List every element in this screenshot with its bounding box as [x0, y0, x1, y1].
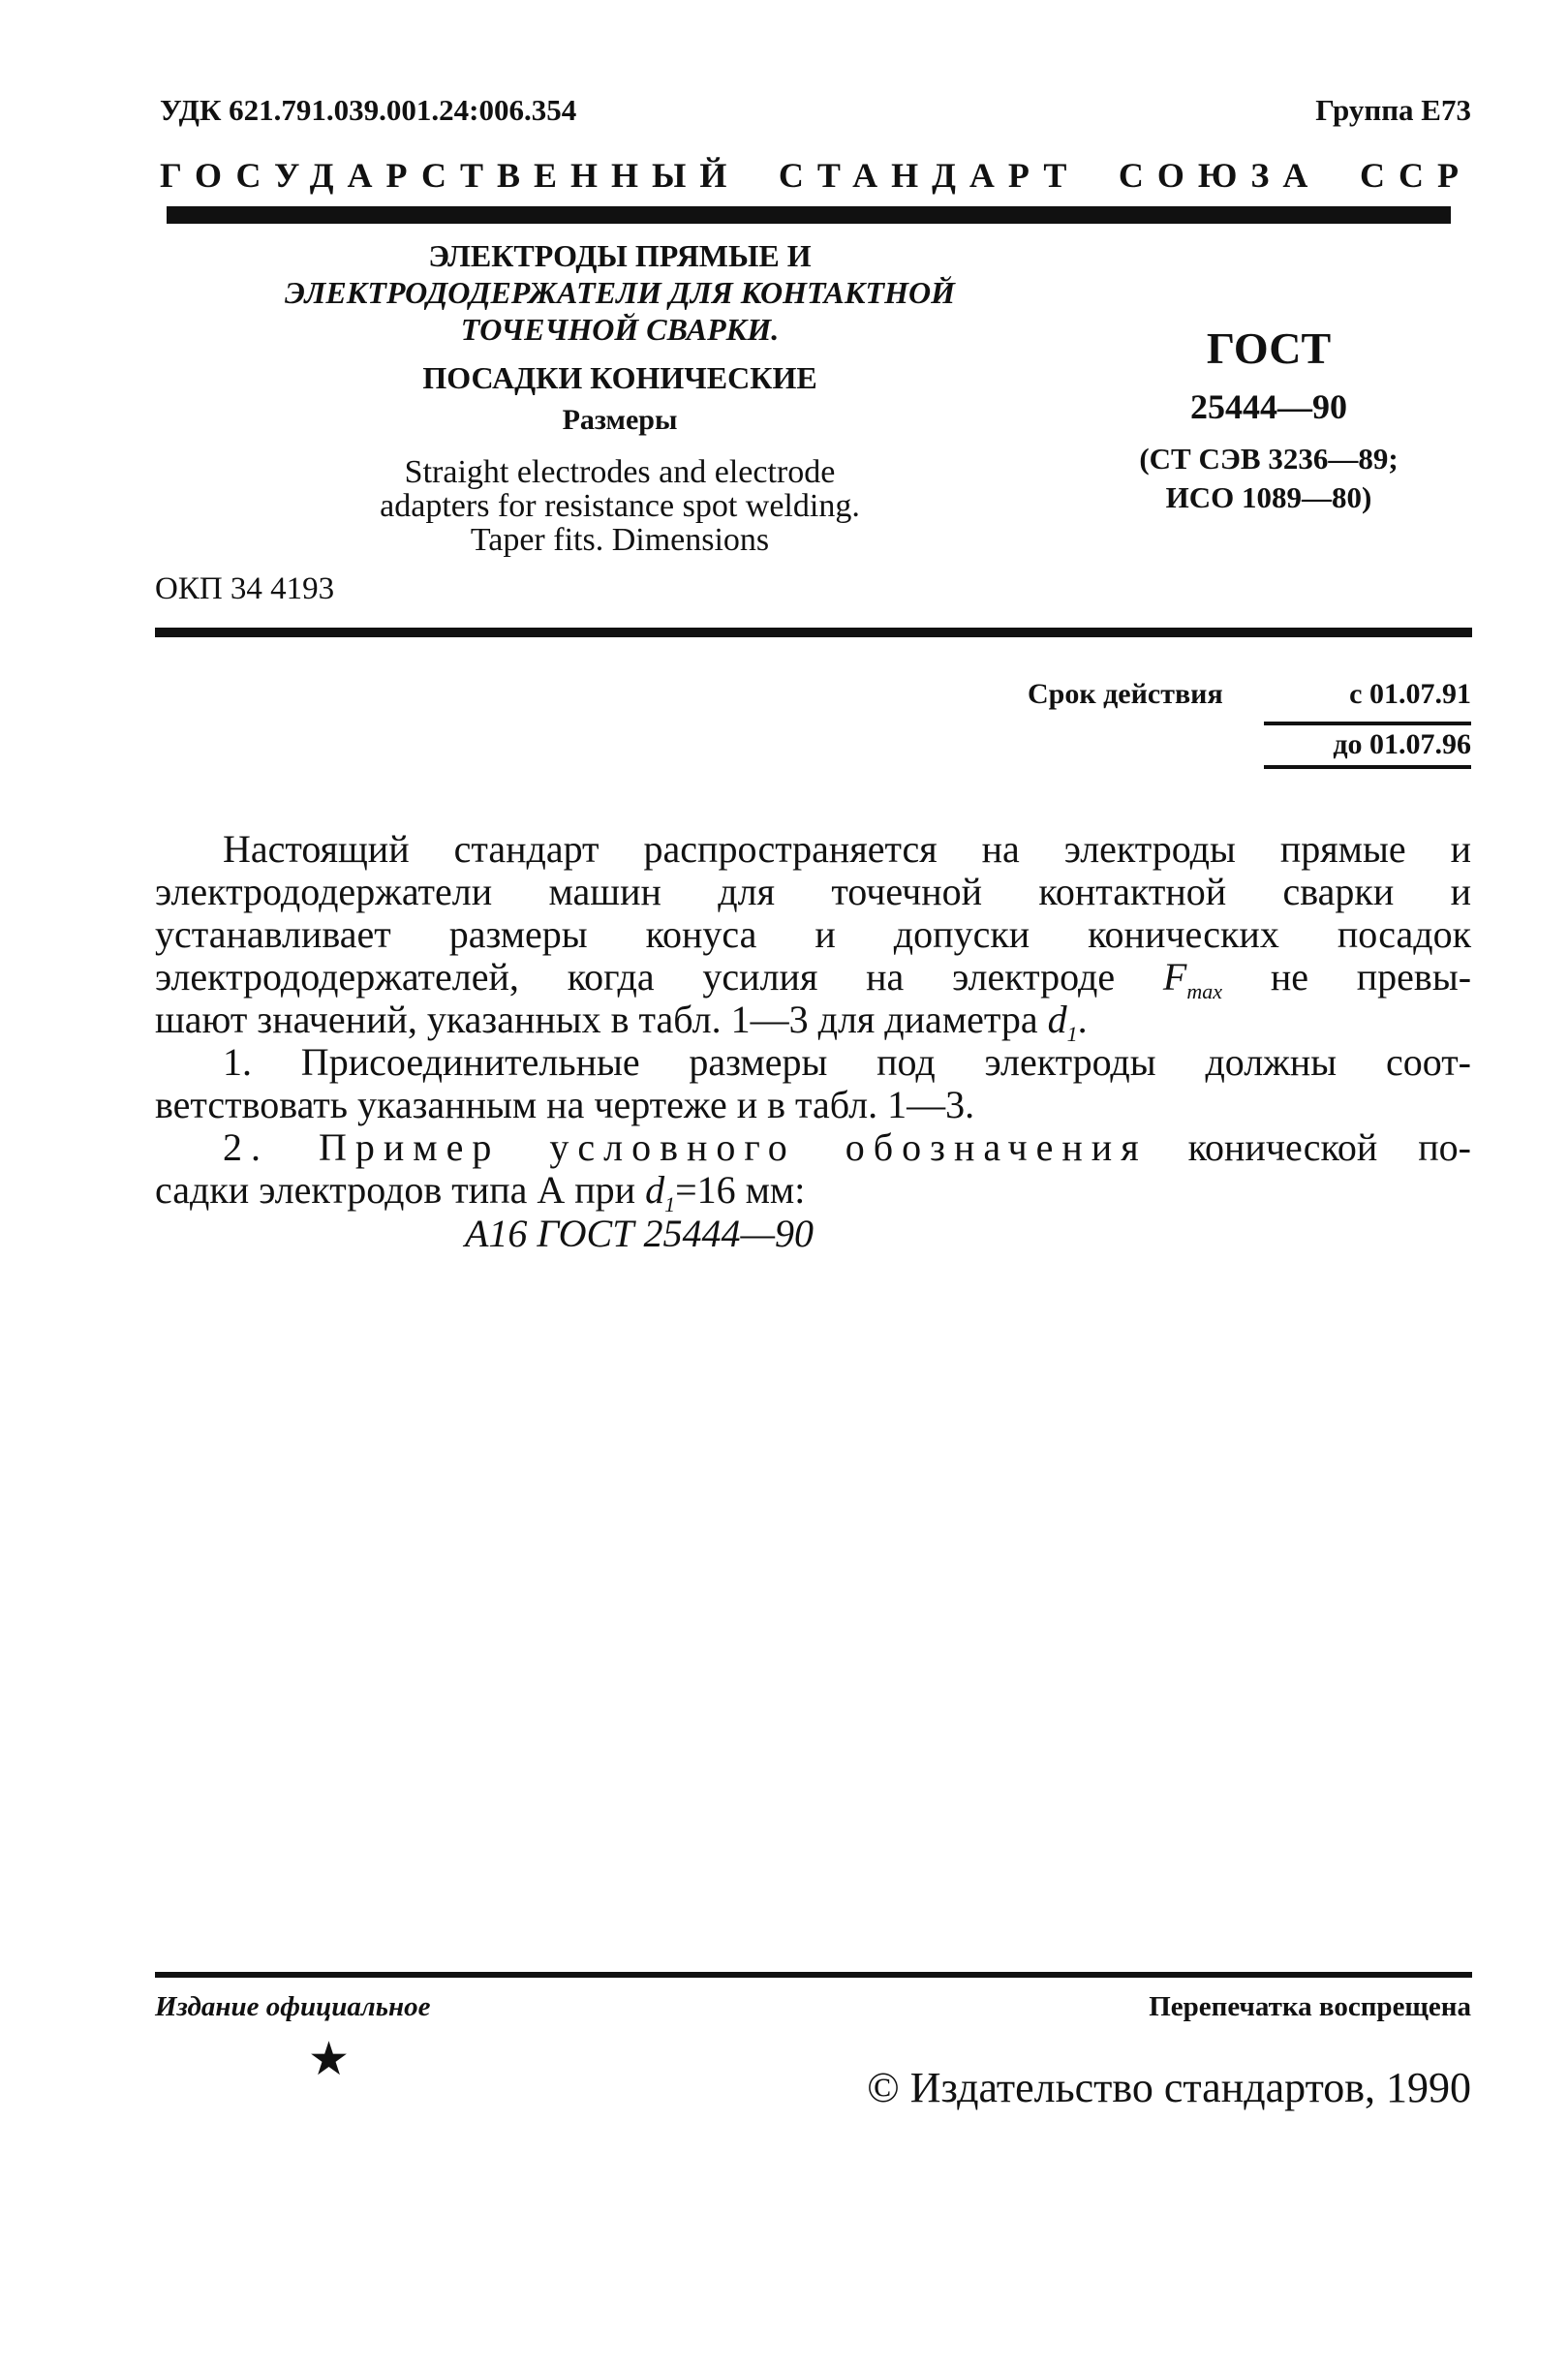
- d1-symbol: $d_1$: [645, 1168, 676, 1216]
- title-en-line: Taper fits. Dimensions: [470, 522, 770, 558]
- validity-to: до 01.07.96: [1333, 728, 1471, 760]
- title-line: ЭЛЕКТРОДЫ ПРЯМЫЕ И: [428, 238, 812, 273]
- validity-from: с 01.07.91: [1349, 678, 1471, 710]
- text: шают значений, указанных в табл. 1—3 для диаметра: [155, 998, 1038, 1041]
- copyright-notice: © Издательство стандартов, 1990: [867, 2064, 1471, 2111]
- designation-example: А16 ГОСТ 25444—90: [464, 1212, 815, 1255]
- title-line: ЭЛЕКТРОДОДЕРЖАТЕЛИ ДЛЯ КОНТАКТНОЙ: [285, 275, 955, 310]
- title-en-line: Straight electrodes and electrode: [404, 454, 836, 490]
- title-en: [194, 455, 1046, 557]
- validity-label: Срок действия: [1028, 678, 1223, 710]
- paragraph-line: устанавливает размеры конуса и допуски конических посадок: [155, 912, 1471, 956]
- d1-symbol: $d_1$: [1047, 998, 1078, 1046]
- gost-ref-sev: (СТ СЭВ 3236—89;: [1139, 442, 1399, 476]
- title-divider: [155, 628, 1472, 637]
- text: не превы-: [1270, 955, 1472, 999]
- footer-divider: [155, 1972, 1472, 1978]
- state-standard-heading: ГОСУДАРСТВЕННЫЙ СТАНДАРТ СОЮЗА ССР: [160, 156, 1472, 195]
- item-1-line: ветствовать указанным на чертеже и в табл. 1—3.: [155, 1083, 975, 1126]
- gost-number: 25444—90: [1190, 387, 1347, 426]
- spaced-text: 2. Пример условного обозначения: [223, 1125, 1148, 1169]
- header-divider: [167, 206, 1451, 224]
- subtitle: Размеры: [562, 404, 678, 436]
- text: садки электродов типа А при: [155, 1168, 636, 1212]
- gost-block: [1104, 320, 1433, 517]
- gost-ref-iso: ИСО 1089—80): [1165, 480, 1372, 514]
- title-ru: [194, 237, 1046, 439]
- gost-label: ГОСТ: [1206, 323, 1332, 373]
- text: =16 мм:: [675, 1168, 806, 1212]
- validity-divider: [1264, 765, 1471, 769]
- edition-label: Издание официальное: [155, 1991, 431, 2022]
- group-code: Группа Е73: [1315, 93, 1471, 127]
- reprint-notice: Перепечатка воспрещена: [1149, 1991, 1471, 2022]
- title-line: ТОЧЕЧНОЙ СВАРКИ.: [460, 312, 780, 347]
- text: конической по-: [1187, 1125, 1472, 1169]
- item-1-line: 1. Присоединительные размеры под электроды должны соот-: [223, 1040, 1471, 1084]
- title-en-line: adapters for resistance spot welding.: [380, 488, 860, 524]
- paragraph-line: Настоящий стандарт распространяется на электроды прямые и: [223, 827, 1471, 871]
- fmax-symbol: $F_{max}$: [1162, 955, 1222, 1003]
- title-line: ПОСАДКИ КОНИЧЕСКИЕ: [422, 360, 817, 395]
- paragraph-line: шают значений, указанных в табл. 1—3 для диаметра $d_1$.: [155, 998, 1088, 1046]
- paragraph-line: электрододержатели машин для точечной контактной сварки и: [155, 870, 1471, 913]
- udk-code: УДК 621.791.039.001.24:006.354: [160, 93, 577, 127]
- item-2-line: [155, 1126, 1471, 1169]
- validity-divider: [1264, 722, 1471, 725]
- text: электрододержателей, когда усилия на электроде: [155, 955, 1116, 999]
- star-icon: ★: [308, 2034, 351, 2085]
- okp-code: ОКП 34 4193: [155, 571, 335, 606]
